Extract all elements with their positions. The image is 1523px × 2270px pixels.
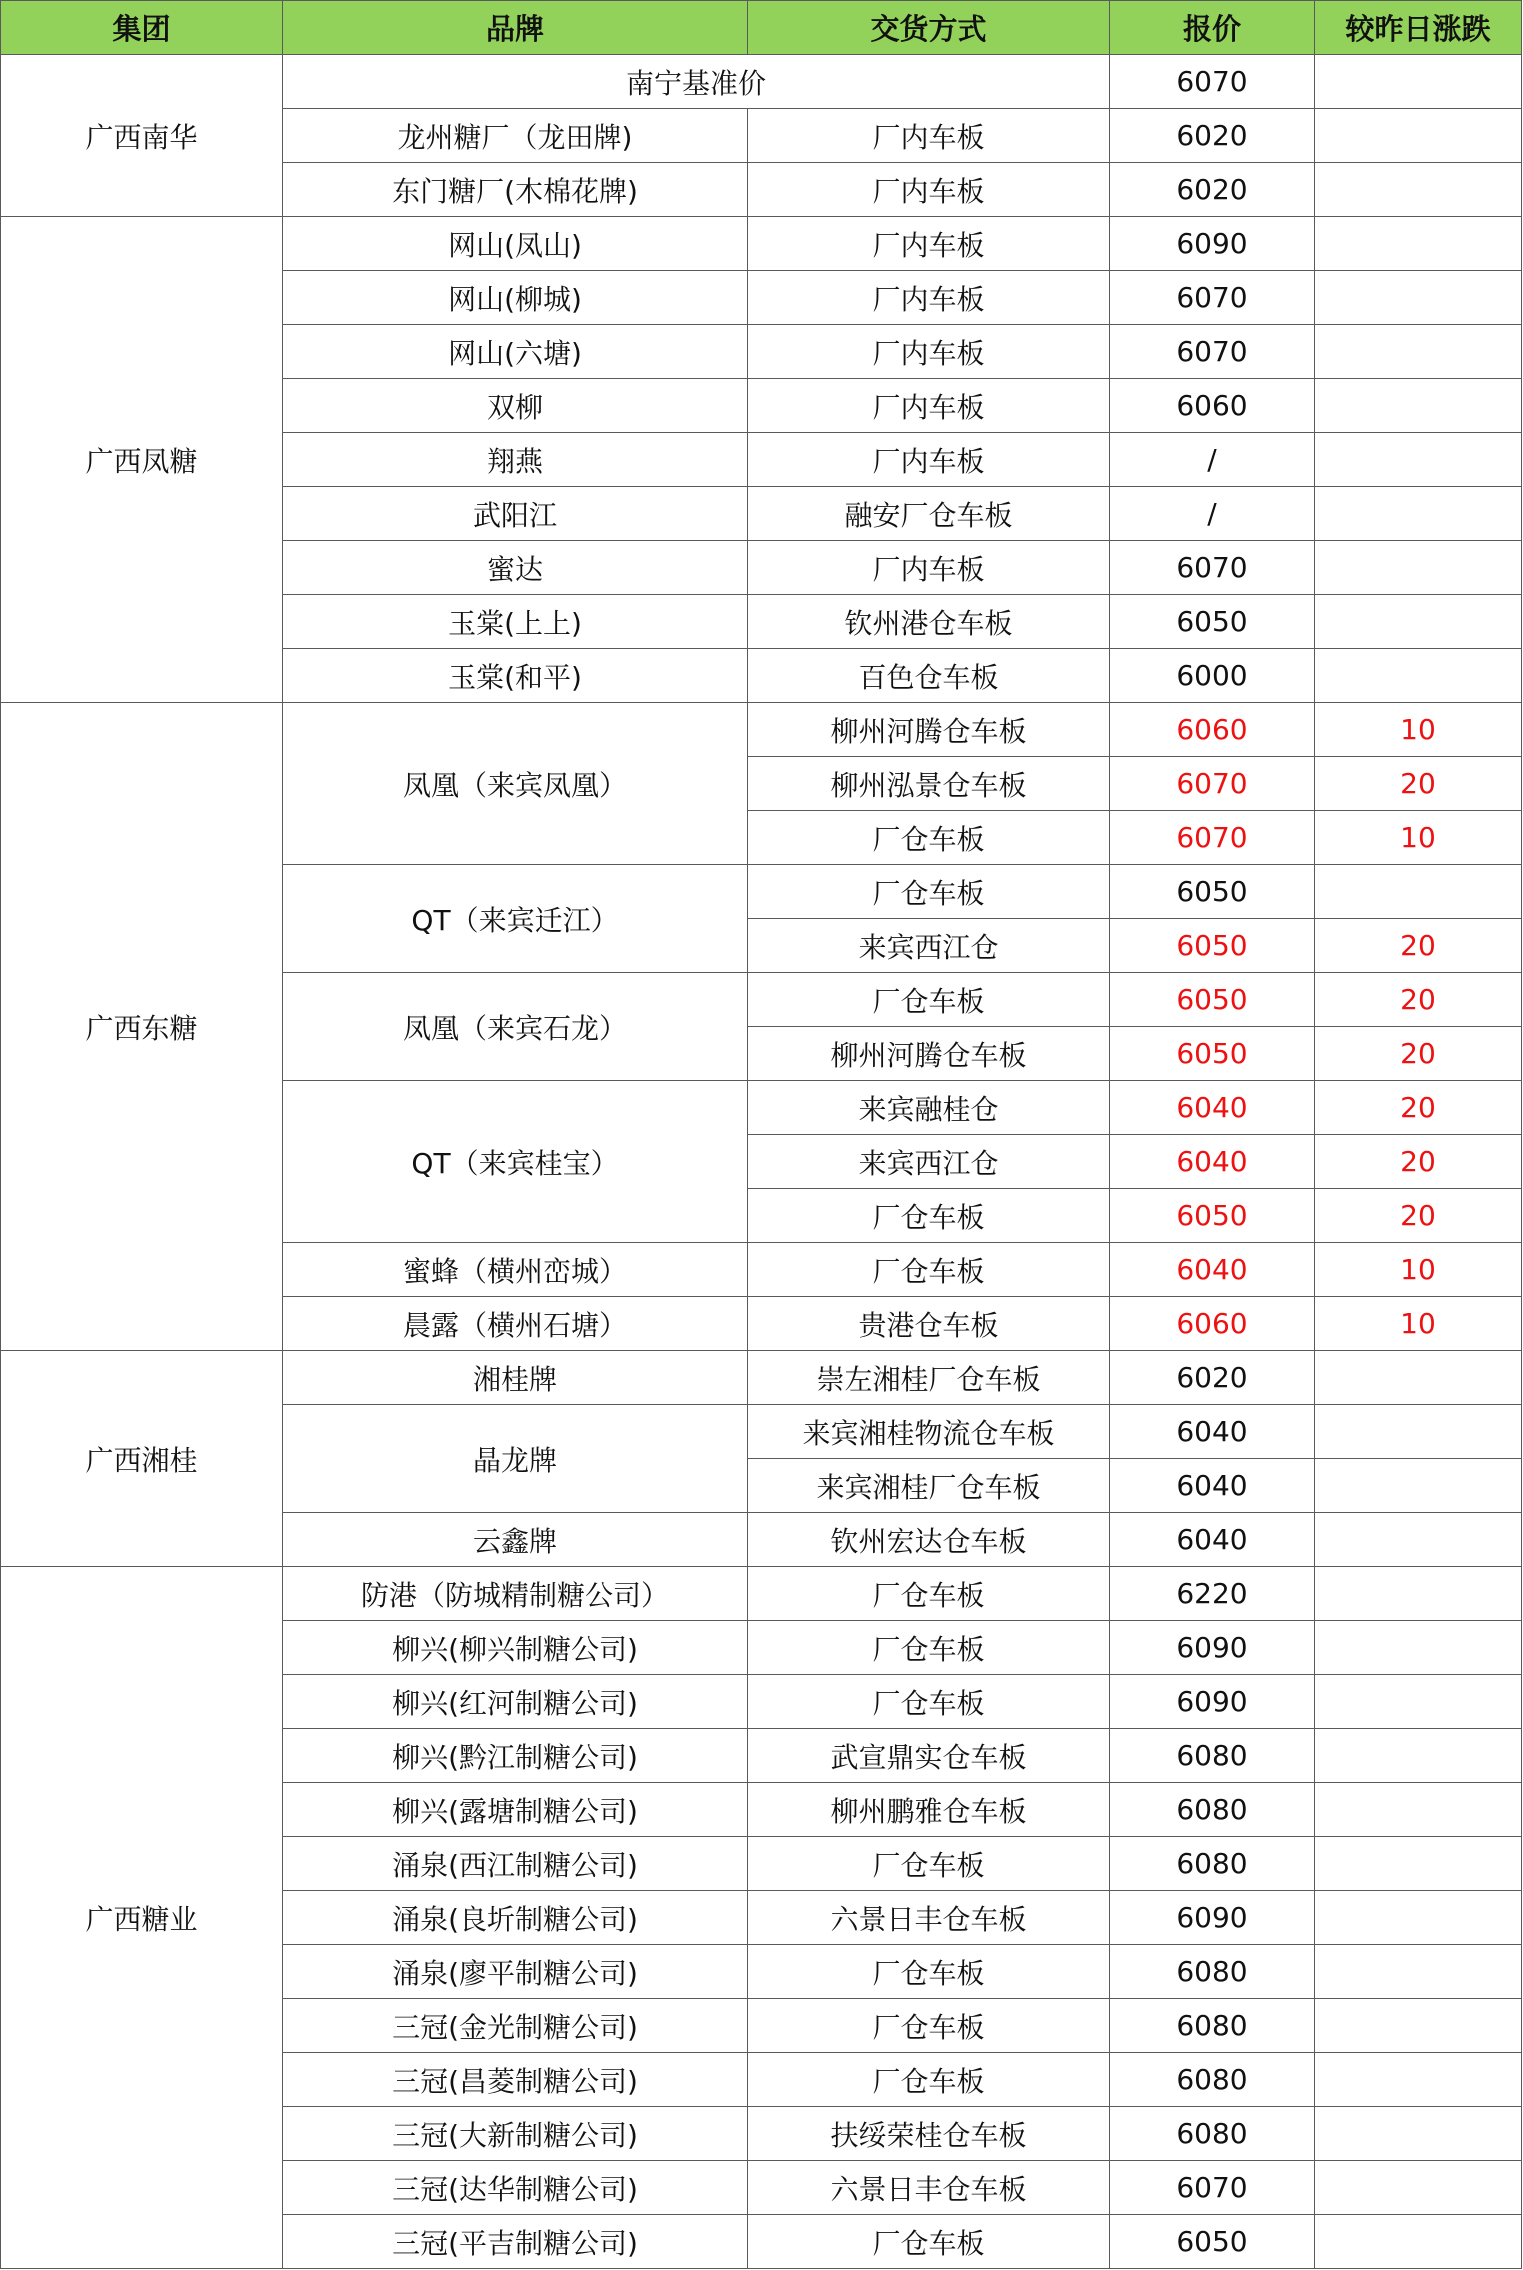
change-cell [1315, 2107, 1522, 2161]
header-price: 报价 [1110, 1, 1315, 55]
delivery-cell: 融安厂仓车板 [748, 487, 1110, 541]
price-cell: 6070 [1110, 271, 1315, 325]
delivery-cell: 来宾湘桂物流仓车板 [748, 1405, 1110, 1459]
change-cell: 10 [1315, 1297, 1522, 1351]
brand-cell: QT（来宾桂宝） [283, 1081, 748, 1243]
brand-cell: 柳兴(露塘制糖公司) [283, 1783, 748, 1837]
brand-cell: 柳兴(黔江制糖公司) [283, 1729, 748, 1783]
delivery-cell: 崇左湘桂厂仓车板 [748, 1351, 1110, 1405]
price-cell: 6050 [1110, 919, 1315, 973]
delivery-cell: 厂仓车板 [748, 1837, 1110, 1891]
delivery-cell: 厂仓车板 [748, 1189, 1110, 1243]
delivery-cell: 柳州河腾仓车板 [748, 1027, 1110, 1081]
brand-cell: 三冠(昌菱制糖公司) [283, 2053, 748, 2107]
delivery-cell: 来宾融桂仓 [748, 1081, 1110, 1135]
delivery-cell: 柳州鹏雅仓车板 [748, 1783, 1110, 1837]
change-cell: 10 [1315, 703, 1522, 757]
group-cell: 广西南华 [1, 55, 283, 217]
brand-cell: 玉棠(上上) [283, 595, 748, 649]
brand-cell: 三冠(达华制糖公司) [283, 2161, 748, 2215]
price-cell: 6090 [1110, 1891, 1315, 1945]
price-cell: 6060 [1110, 1297, 1315, 1351]
delivery-cell: 厂内车板 [748, 325, 1110, 379]
table-row [1, 1567, 1522, 1621]
change-cell [1315, 1945, 1522, 1999]
brand-cell: 三冠(大新制糖公司) [283, 2107, 748, 2161]
delivery-cell: 厂仓车板 [748, 973, 1110, 1027]
change-cell [1315, 1405, 1522, 1459]
price-cell: 6070 [1110, 541, 1315, 595]
price-cell: 6070 [1110, 325, 1315, 379]
brand-cell: 柳兴(红河制糖公司) [283, 1675, 748, 1729]
delivery-cell: 六景日丰仓车板 [748, 1891, 1110, 1945]
brand-cell: 晨露（横州石塘） [283, 1297, 748, 1351]
price-cell: 6060 [1110, 703, 1315, 757]
group-cell: 广西湘桂 [1, 1351, 283, 1567]
brand-cell: QT（来宾迁江） [283, 865, 748, 973]
header-delivery: 交货方式 [748, 1, 1110, 55]
change-cell [1315, 541, 1522, 595]
change-cell [1315, 379, 1522, 433]
brand-cell: 柳兴(柳兴制糖公司) [283, 1621, 748, 1675]
price-cell: 6050 [1110, 973, 1315, 1027]
change-cell [1315, 433, 1522, 487]
delivery-cell: 百色仓车板 [748, 649, 1110, 703]
table-row [1, 703, 1522, 757]
change-cell: 20 [1315, 757, 1522, 811]
table-row [1, 217, 1522, 271]
change-cell [1315, 865, 1522, 919]
price-cell: 6020 [1110, 109, 1315, 163]
price-cell: 6040 [1110, 1243, 1315, 1297]
price-cell: 6080 [1110, 2053, 1315, 2107]
delivery-cell: 厂仓车板 [748, 1945, 1110, 1999]
delivery-cell: 厂仓车板 [748, 1243, 1110, 1297]
change-cell [1315, 1459, 1522, 1513]
brand-cell: 网山(六塘) [283, 325, 748, 379]
price-cell: 6000 [1110, 649, 1315, 703]
brand-cell: 云鑫牌 [283, 1513, 748, 1567]
change-cell [1315, 487, 1522, 541]
price-cell: 6070 [1110, 811, 1315, 865]
delivery-cell: 钦州宏达仓车板 [748, 1513, 1110, 1567]
price-cell: 6090 [1110, 217, 1315, 271]
delivery-cell: 厂内车板 [748, 217, 1110, 271]
header-row [1, 1, 1522, 55]
price-cell: 6050 [1110, 595, 1315, 649]
price-cell: / [1110, 433, 1315, 487]
delivery-cell: 厂内车板 [748, 163, 1110, 217]
delivery-cell: 来宾西江仓 [748, 1135, 1110, 1189]
header-brand: 品牌 [283, 1, 748, 55]
price-cell: 6070 [1110, 757, 1315, 811]
brand-cell: 防港（防城精制糖公司） [283, 1567, 748, 1621]
price-cell: 6040 [1110, 1135, 1315, 1189]
change-cell [1315, 1621, 1522, 1675]
price-cell: 6090 [1110, 1621, 1315, 1675]
group-cell: 广西凤糖 [1, 217, 283, 703]
price-cell: 6050 [1110, 2215, 1315, 2269]
change-cell [1315, 649, 1522, 703]
group-cell: 广西糖业 [1, 1567, 283, 2269]
change-cell [1315, 325, 1522, 379]
change-cell [1315, 1999, 1522, 2053]
price-cell: 6050 [1110, 865, 1315, 919]
table-row [1, 1351, 1522, 1405]
delivery-cell: 厂内车板 [748, 109, 1110, 163]
change-cell: 20 [1315, 1189, 1522, 1243]
brand-cell: 东门糖厂(木棉花牌) [283, 163, 748, 217]
change-cell: 20 [1315, 973, 1522, 1027]
brand-cell: 凤凰（来宾石龙） [283, 973, 748, 1081]
price-cell: / [1110, 487, 1315, 541]
brand-cell: 双柳 [283, 379, 748, 433]
price-cell: 6060 [1110, 379, 1315, 433]
change-cell [1315, 2161, 1522, 2215]
brand-cell: 网山(凤山) [283, 217, 748, 271]
brand-cell: 蜜蜂（横州峦城） [283, 1243, 748, 1297]
change-cell [1315, 1783, 1522, 1837]
delivery-cell: 厂仓车板 [748, 865, 1110, 919]
change-cell [1315, 1351, 1522, 1405]
change-cell [1315, 2053, 1522, 2107]
delivery-cell: 厂内车板 [748, 271, 1110, 325]
brand-cell: 涌泉(良圻制糖公司) [283, 1891, 748, 1945]
brand-cell: 蜜达 [283, 541, 748, 595]
delivery-cell: 厂仓车板 [748, 1999, 1110, 2053]
brand-cell: 涌泉(西江制糖公司) [283, 1837, 748, 1891]
price-cell: 6080 [1110, 1783, 1315, 1837]
price-cell: 6020 [1110, 163, 1315, 217]
price-cell: 6050 [1110, 1189, 1315, 1243]
delivery-cell: 柳州河腾仓车板 [748, 703, 1110, 757]
delivery-cell: 厂内车板 [748, 379, 1110, 433]
price-cell: 6080 [1110, 1729, 1315, 1783]
price-cell: 6080 [1110, 1945, 1315, 1999]
brand-cell: 晶龙牌 [283, 1405, 748, 1513]
price-cell: 6070 [1110, 55, 1315, 109]
change-cell [1315, 109, 1522, 163]
delivery-cell: 来宾湘桂厂仓车板 [748, 1459, 1110, 1513]
delivery-cell: 厂内车板 [748, 541, 1110, 595]
table-row [1, 55, 1522, 109]
change-cell [1315, 1837, 1522, 1891]
change-cell: 10 [1315, 1243, 1522, 1297]
brand-cell: 武阳江 [283, 487, 748, 541]
change-cell [1315, 1567, 1522, 1621]
price-cell: 6040 [1110, 1081, 1315, 1135]
price-cell: 6080 [1110, 1837, 1315, 1891]
price-cell: 6220 [1110, 1567, 1315, 1621]
delivery-cell: 厂内车板 [748, 433, 1110, 487]
delivery-cell: 厂仓车板 [748, 1567, 1110, 1621]
change-cell: 10 [1315, 811, 1522, 865]
change-cell [1315, 2215, 1522, 2269]
price-cell: 6090 [1110, 1675, 1315, 1729]
delivery-cell: 柳州泓景仓车板 [748, 757, 1110, 811]
brand-cell: 网山(柳城) [283, 271, 748, 325]
price-cell: 6020 [1110, 1351, 1315, 1405]
change-cell: 20 [1315, 1027, 1522, 1081]
delivery-cell: 贵港仓车板 [748, 1297, 1110, 1351]
price-cell: 6080 [1110, 2107, 1315, 2161]
header-group: 集团 [1, 1, 283, 55]
delivery-cell: 厂仓车板 [748, 811, 1110, 865]
change-cell [1315, 1891, 1522, 1945]
price-cell: 6040 [1110, 1459, 1315, 1513]
brand-cell: 涌泉(廖平制糖公司) [283, 1945, 748, 1999]
delivery-cell: 厂仓车板 [748, 2215, 1110, 2269]
delivery-cell: 厂仓车板 [748, 1621, 1110, 1675]
brand-cell: 龙州糖厂（龙田牌) [283, 109, 748, 163]
change-cell [1315, 55, 1522, 109]
change-cell: 20 [1315, 919, 1522, 973]
brand-cell: 凤凰（来宾凤凰） [283, 703, 748, 865]
change-cell [1315, 217, 1522, 271]
header-change: 较昨日涨跌 [1315, 1, 1522, 55]
change-cell: 20 [1315, 1081, 1522, 1135]
change-cell [1315, 1729, 1522, 1783]
price-cell: 6070 [1110, 2161, 1315, 2215]
price-cell: 6040 [1110, 1513, 1315, 1567]
change-cell [1315, 1675, 1522, 1729]
price-cell: 6040 [1110, 1405, 1315, 1459]
brand-cell: 湘桂牌 [283, 1351, 748, 1405]
delivery-cell: 扶绥荣桂仓车板 [748, 2107, 1110, 2161]
delivery-cell: 厂仓车板 [748, 1675, 1110, 1729]
brand-cell: 玉棠(和平) [283, 649, 748, 703]
brand-cell: 南宁基准价 [283, 55, 1110, 109]
delivery-cell: 来宾西江仓 [748, 919, 1110, 973]
brand-cell: 翔燕 [283, 433, 748, 487]
change-cell [1315, 595, 1522, 649]
change-cell [1315, 1513, 1522, 1567]
delivery-cell: 六景日丰仓车板 [748, 2161, 1110, 2215]
price-cell: 6080 [1110, 1999, 1315, 2053]
change-cell [1315, 271, 1522, 325]
delivery-cell: 厂仓车板 [748, 2053, 1110, 2107]
brand-cell: 三冠(平吉制糖公司) [283, 2215, 748, 2269]
brand-cell: 三冠(金光制糖公司) [283, 1999, 748, 2053]
delivery-cell: 钦州港仓车板 [748, 595, 1110, 649]
delivery-cell: 武宣鼎实仓车板 [748, 1729, 1110, 1783]
price-cell: 6050 [1110, 1027, 1315, 1081]
group-cell: 广西东糖 [1, 703, 283, 1351]
change-cell [1315, 163, 1522, 217]
change-cell: 20 [1315, 1135, 1522, 1189]
